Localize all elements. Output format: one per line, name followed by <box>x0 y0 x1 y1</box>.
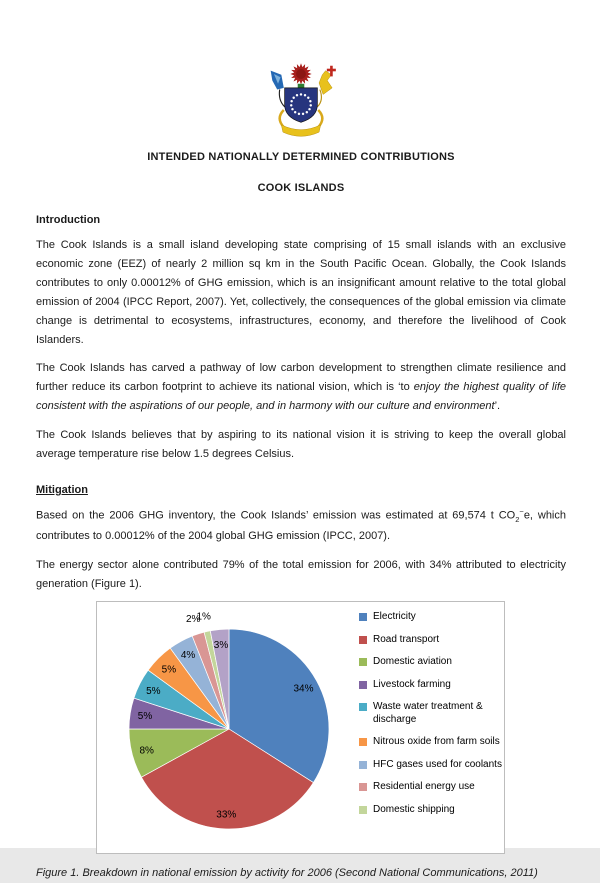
pie-data-label: 5% <box>137 711 153 723</box>
legend-marker <box>359 658 367 666</box>
legend-marker <box>359 738 367 746</box>
legend-item <box>359 634 502 647</box>
pie-data-label: 5% <box>161 664 177 676</box>
shield <box>285 88 318 122</box>
frond-left <box>280 110 284 127</box>
frond-right <box>318 110 322 127</box>
mitigation-paragraph-1-text: Based on the 2006 GHG inventory, the Cook Islands’ emission was estimated at 69,574 t CO <box>36 509 516 522</box>
legend-marker <box>359 636 367 644</box>
legend-item <box>359 701 502 726</box>
legend-item <box>359 611 502 624</box>
pie-data-label: 3% <box>213 640 229 652</box>
introduction-heading: Introduction <box>36 214 101 226</box>
coat-of-arms-graphic <box>260 62 342 140</box>
intro-paragraph-2 <box>36 359 566 416</box>
document-title: INTENDED NATIONALLY DETERMINED CONTRIBUTIONS <box>147 151 455 163</box>
national-vision-quote: enjoy the highest quality of life consistent with the aspirations of our people, and in harmony with our culture and environment <box>36 381 566 413</box>
pie-data-label: 8% <box>139 746 154 758</box>
staff <box>279 90 284 107</box>
legend-marker <box>359 806 367 814</box>
rosette-center <box>296 69 306 79</box>
pie-data-label: 33% <box>216 809 237 821</box>
intro-paragraph-2-text: The Cook Islands has carved a pathway of low carbon development to strengthen climate resilience and further reduce its carbon footprint to achieve its national vision, which is ‘to <box>36 362 566 394</box>
legend-label: HFC gases used for coolants <box>373 758 502 770</box>
banner-scroll <box>281 125 320 136</box>
mitigation-heading: Mitigation <box>36 483 88 496</box>
club <box>317 90 321 107</box>
legend-item <box>359 679 502 692</box>
pie-data-label: 5% <box>146 686 161 698</box>
document-subtitle: COOK ISLANDS <box>257 182 345 194</box>
cook-islands-coat-of-arms <box>36 62 566 140</box>
intro-paragraph-1: The Cook Islands is a small island developing state comprising of 15 small islands with an exclusive economic zone (EEZ) of nearly 2 million sq km in the South Pacific Ocean. Globally, the Cook Islands contributes to only 0.00012% of GHG emission, which is an insignificant amount relative to the total global emission of 2004 (IPCC Report, 2007). Yet, collectively, the consequences of the global emission via climate change is detrimental to ecosystems, infrastructures, economy, and therefore the livelihood of Cook Islanders. <box>36 239 566 346</box>
legend-marker <box>359 783 367 791</box>
legend-item <box>359 656 502 669</box>
co2-subscript: 2 <box>515 514 520 524</box>
mitigation-paragraph-1 <box>36 506 566 546</box>
legend-marker <box>359 761 367 769</box>
legend-label: Nitrous oxide from farm soils <box>373 736 500 748</box>
chart-legend <box>359 611 502 816</box>
intro-paragraph-3: The Cook Islands believes that by aspiring to its national vision it is striving to keep the overall global average temperature rise below 1.5 degrees Celsius. <box>36 429 566 461</box>
legend-label: Road transport <box>373 633 440 645</box>
mitigation-paragraph-1-end: e, which contributes to 0.00012% of the 2004 global GHG emission (IPCC, 2007). <box>36 509 566 542</box>
headdress-band <box>298 84 305 88</box>
legend-item <box>359 759 502 772</box>
legend-marker <box>359 703 367 711</box>
legend-item <box>359 781 502 794</box>
legend-item <box>359 736 502 749</box>
legend-item <box>359 804 502 817</box>
mitigation-paragraph-2: The energy sector alone contributed 79% of the total emission for 2006, with 34% attributed to electricity generation (Figure 1). <box>36 558 566 590</box>
legend-marker <box>359 681 367 689</box>
legend-label: Waste water treatment & discharge <box>373 701 483 725</box>
legend-label: Domestic aviation <box>373 656 452 668</box>
legend-label: Electricity <box>373 611 416 623</box>
pie-data-label: 2% <box>185 614 201 626</box>
legend-label: Livestock farming <box>373 678 451 690</box>
intro-paragraph-2-end: ’. <box>494 400 501 413</box>
legend-marker <box>359 613 367 621</box>
legend-label: Domestic shipping <box>373 803 455 815</box>
co2-superscript: − <box>519 506 524 516</box>
legend-label: Residential energy use <box>373 781 475 793</box>
figure1-caption: Figure 1. Breakdown in national emission by activity for 2006 (Second National Communications, 2011) <box>36 867 538 880</box>
pie-data-label: 1% <box>196 611 211 623</box>
cross-horizontal <box>327 69 336 72</box>
figure1-chart <box>96 601 505 854</box>
pie-data-label: 4% <box>180 650 196 662</box>
pie-data-label: 34% <box>293 684 314 696</box>
